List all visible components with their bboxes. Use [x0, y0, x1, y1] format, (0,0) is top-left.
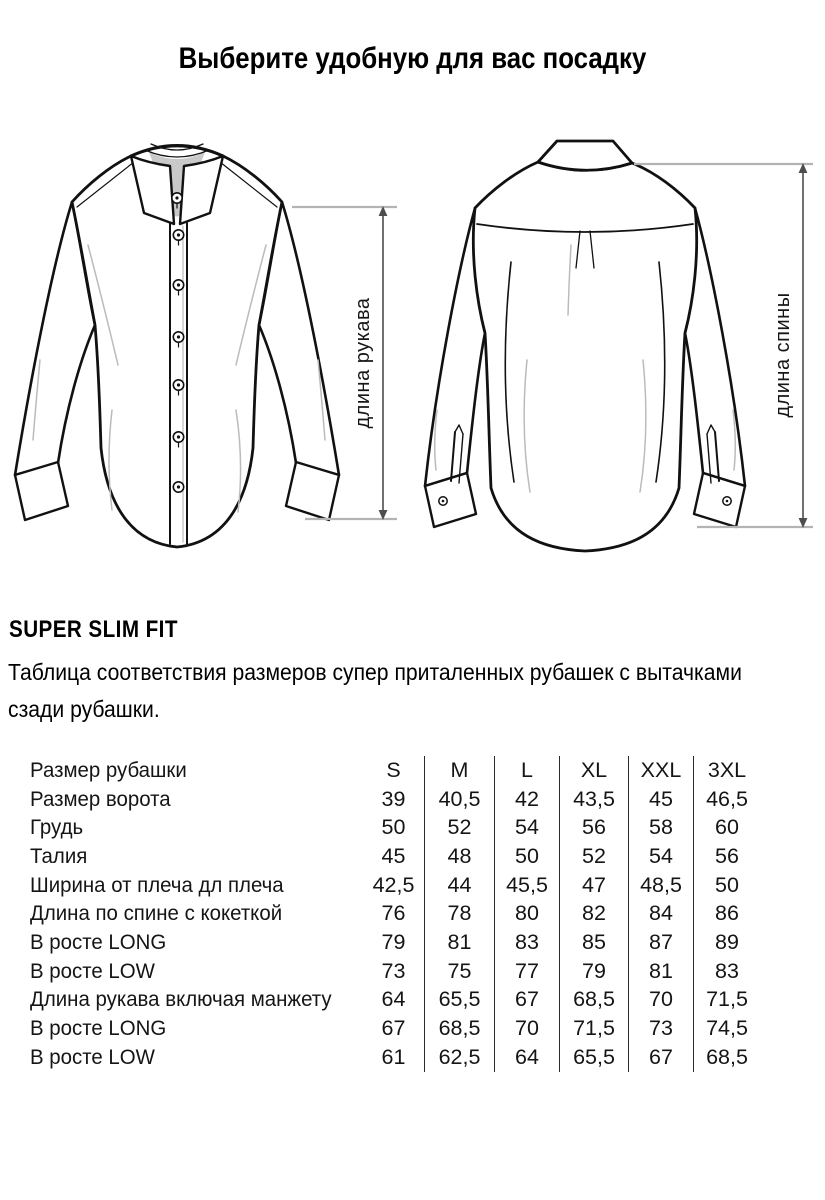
table-cell-value: 79 [381, 929, 406, 954]
table-cell-value: 85 [559, 928, 628, 957]
table-cell-value: 81 [628, 957, 693, 986]
table-cell-value: 70 [494, 1014, 559, 1043]
table-cell-value: 84 [628, 899, 693, 928]
table-cell-value: 58 [628, 813, 693, 842]
table-cell-value: 42 [494, 785, 559, 814]
table-cell-value: 48 [424, 842, 494, 871]
table-cell-value: 71,5 [559, 1014, 628, 1043]
table-cell-value: 39 [381, 786, 406, 811]
fit-description [8, 654, 742, 727]
table-header-label: Размер рубашки [30, 757, 187, 782]
size-table [30, 756, 760, 1072]
table-cell-value: 54 [628, 842, 693, 871]
table-cell-value: 73 [381, 958, 406, 983]
table-cell-value: 56 [693, 842, 760, 871]
table-row-label: Талия [30, 843, 88, 868]
table-cell-value: 64 [494, 1043, 559, 1072]
table-row-label: Ширина от плеча дл плеча [30, 872, 284, 897]
table-cell-value: 89 [693, 928, 760, 957]
table-cell-value: 76 [381, 901, 406, 926]
page-title: Выберите удобную для вас посадку [178, 42, 647, 75]
fit-description-line-2: сзади рубашки. [8, 695, 160, 722]
table-cell-value: 65,5 [424, 986, 494, 1015]
table-row-label: Грудь [30, 815, 84, 840]
table-cell-value: 87 [628, 928, 693, 957]
table-cell-value: 43,5 [559, 785, 628, 814]
table-cell-value: 54 [494, 813, 559, 842]
table-cell-value: 47 [559, 871, 628, 900]
front-shirt-drawing [15, 144, 339, 547]
table-cell-value: 68,5 [693, 1043, 760, 1072]
table-cell-value: 56 [559, 813, 628, 842]
table-cell-value: 62,5 [424, 1043, 494, 1072]
table-cell-value: 61 [381, 1044, 406, 1069]
fit-description-line-1: Таблица соответствия размеров супер приталенных рубашек с вытачками [8, 659, 742, 685]
table-cell-value: 44 [424, 871, 494, 900]
table-cell-value: 45 [628, 785, 693, 814]
table-cell-value: 67 [628, 1043, 693, 1072]
table-cell-value: 50 [494, 842, 559, 871]
table-cell-value: 68,5 [559, 986, 628, 1015]
back-length-label: длина спины [772, 292, 794, 418]
table-cell-value: 71,5 [693, 986, 760, 1015]
table-cell-value: 81 [424, 928, 494, 957]
table-row-label: В росте LOW [30, 958, 155, 983]
table-cell-value: 52 [424, 813, 494, 842]
table-cell-value: 73 [628, 1014, 693, 1043]
table-cell-value: 80 [494, 899, 559, 928]
table-cell-value: 67 [494, 986, 559, 1015]
table-cell-value: 60 [693, 813, 760, 842]
table-size-header: XL [559, 756, 628, 785]
table-cell-value: 65,5 [559, 1043, 628, 1072]
table-row-label: В росте LOW [30, 1044, 155, 1069]
table-size-header: M [424, 756, 494, 785]
table-size-header: 3XL [693, 756, 760, 785]
table-cell-value: 78 [424, 899, 494, 928]
table-cell-value: 83 [494, 928, 559, 957]
table-size-header: XXL [628, 756, 693, 785]
table-cell-value: 79 [559, 957, 628, 986]
table-cell-value: 64 [381, 987, 406, 1012]
table-cell-value: 50 [381, 815, 406, 840]
table-cell-value: 70 [628, 986, 693, 1015]
table-cell-value: 50 [693, 871, 760, 900]
table-cell-value: 86 [693, 899, 760, 928]
table-cell-value: 67 [381, 1016, 406, 1041]
table-row-label: В росте LONG [30, 1016, 167, 1041]
table-cell-value: 45,5 [494, 871, 559, 900]
back-shirt-drawing [425, 141, 745, 551]
table-cell-value: 68,5 [424, 1014, 494, 1043]
table-cell-value: 40,5 [424, 785, 494, 814]
table-cell-value: 52 [559, 842, 628, 871]
table-cell-value: 42,5 [372, 872, 415, 897]
table-cell-value: 74,5 [693, 1014, 760, 1043]
table-row-label: Длина рукава включая манжету [30, 987, 332, 1012]
table-size-header: L [494, 756, 559, 785]
table-row-label: В росте LONG [30, 929, 167, 954]
fit-heading: SUPER SLIM FIT [9, 616, 178, 643]
table-cell-value: 83 [693, 957, 760, 986]
table-cell-value: 45 [381, 843, 406, 868]
table-size-header: S [386, 757, 401, 782]
shirt-diagrams [0, 110, 825, 580]
table-cell-value: 82 [559, 899, 628, 928]
table-cell-value: 46,5 [693, 785, 760, 814]
table-cell-value: 77 [494, 957, 559, 986]
table-cell-value: 75 [424, 957, 494, 986]
table-row-label: Размер ворота [30, 786, 171, 811]
table-cell-value: 48,5 [628, 871, 693, 900]
table-row-label: Длина по спине с кокеткой [30, 901, 283, 926]
sleeve-length-label: длина рукава [352, 297, 374, 429]
